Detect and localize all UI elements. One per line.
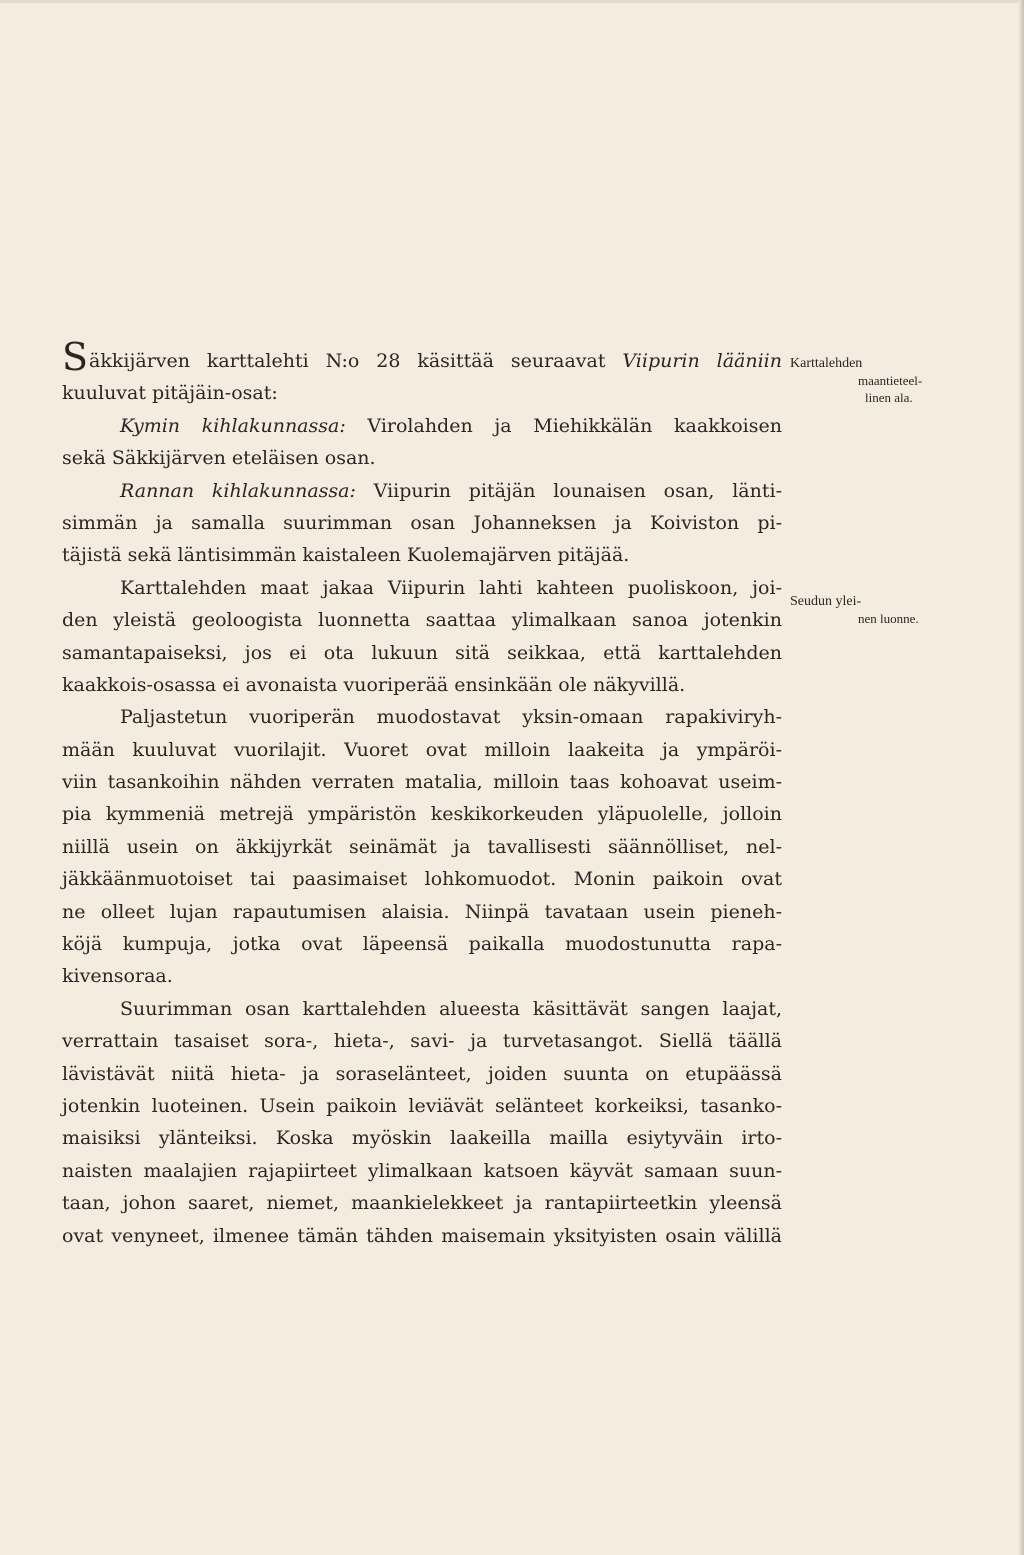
text-line: simmän ja samalla suurimman osan Johanneksen ja Koiviston pi-: [62, 511, 782, 534]
text-line: ovat venyneet, ilmenee tämän tähden maisemain yksityisten osain välillä: [62, 1224, 782, 1247]
text-line: Säkkijärven karttalehti N:o 28 käsittää seuraavat Viipurin lääniin: [62, 335, 782, 379]
page-top-edge: [0, 0, 1024, 3]
page-right-edge: [1018, 0, 1024, 1555]
text-line: kuuluvat pitäjäin-osat:: [62, 382, 278, 405]
text-line: Paljastetun vuoriperän muodostavat yksin-omaan rapakiviryh-: [120, 706, 782, 729]
text-line: Kymin kihlakunnassa: Virolahden ja Miehikkälän kaakkoisen: [120, 414, 782, 437]
text-line: maisiksi ylänteiksi. Koska myöskin laakeilla mailla esiytyväin irto-: [62, 1127, 782, 1150]
margin-note-line: Seudun ylei-: [790, 594, 862, 609]
body-text: [62, 335, 782, 1252]
margin-note-line: maantieteel-: [858, 373, 923, 388]
text-line: ne olleet lujan rapautumisen alaisia. Niinpä tavataan usein pieneh-: [62, 900, 782, 923]
text-line: lävistävät niitä hieta- ja soraselänteet, joiden suunta on etupäässä: [62, 1062, 782, 1085]
text-line: Rannan kihlakunnassa: Viipurin pitäjän lounaisen osan, länti-: [120, 479, 782, 502]
text-line: naisten maalajien rajapiirteet ylimalkaan katsoen käyvät samaan suun-: [62, 1159, 782, 1182]
text-line: verrattain tasaiset sora-, hieta-, savi- ja turvetasangot. Siellä täällä: [62, 1030, 782, 1053]
text-line: sekä Säkkijärven eteläisen osan.: [62, 447, 376, 470]
text-line: taan, johon saaret, niemet, maankielekkeet ja rantapiirteetkin yleensä: [62, 1192, 782, 1215]
text-line: samantapaiseksi, jos ei ota lukuun sitä seikkaa, että karttalehden: [62, 641, 782, 664]
text-line: Suurimman osan karttalehden alueesta käsittävät sangen laajat,: [120, 997, 782, 1020]
margin-note-line: linen ala.: [865, 390, 913, 405]
text-line: köjä kumpuja, jotka ovat läpeensä paikalla muodostunutta rapa-: [62, 933, 782, 956]
text-line: kaakkois-osassa ei avonaista vuoriperää ensinkään ole näkyvillä.: [62, 673, 686, 696]
margin-note-general-character: [790, 593, 919, 627]
text-line: jotenkin luoteinen. Usein paikoin leviävät selänteet korkeiksi, tasanko-: [62, 1094, 782, 1117]
text-line: den yleistä geoloogista luonnetta saattaa ylimalkaan sanoa jotenkin: [62, 609, 782, 632]
text-line: täjistä sekä läntisimmän kaistaleen Kuolemajärven pitäjää.: [62, 544, 630, 567]
drop-cap: S: [62, 335, 89, 379]
text-line: niillä usein on äkkijyrkät seinämät ja tavallisesti säännölliset, nel-: [62, 835, 782, 858]
margin-note-line: nen luonne.: [858, 611, 919, 626]
margin-note-map-area: [790, 355, 923, 406]
text-line: jäkkäänmuotoiset tai paasimaiset lohkomuodot. Monin paikoin ovat: [62, 868, 782, 891]
text-line: kivensoraa.: [62, 965, 173, 988]
text-line: viin tasankoihin nähden verraten matalia, milloin taas kohoavat useim-: [62, 771, 782, 794]
text-line: pia kymmeniä metrejä ympäristön keskikorkeuden yläpuolelle, jolloin: [62, 803, 782, 826]
text-line: Karttalehden maat jakaa Viipurin lahti kahteen puoliskoon, joi-: [120, 576, 782, 599]
margin-note-line: Karttalehden: [790, 356, 863, 371]
text-line: mään kuuluvat vuorilajit. Vuoret ovat milloin laakeita ja ympäröi-: [62, 738, 782, 761]
